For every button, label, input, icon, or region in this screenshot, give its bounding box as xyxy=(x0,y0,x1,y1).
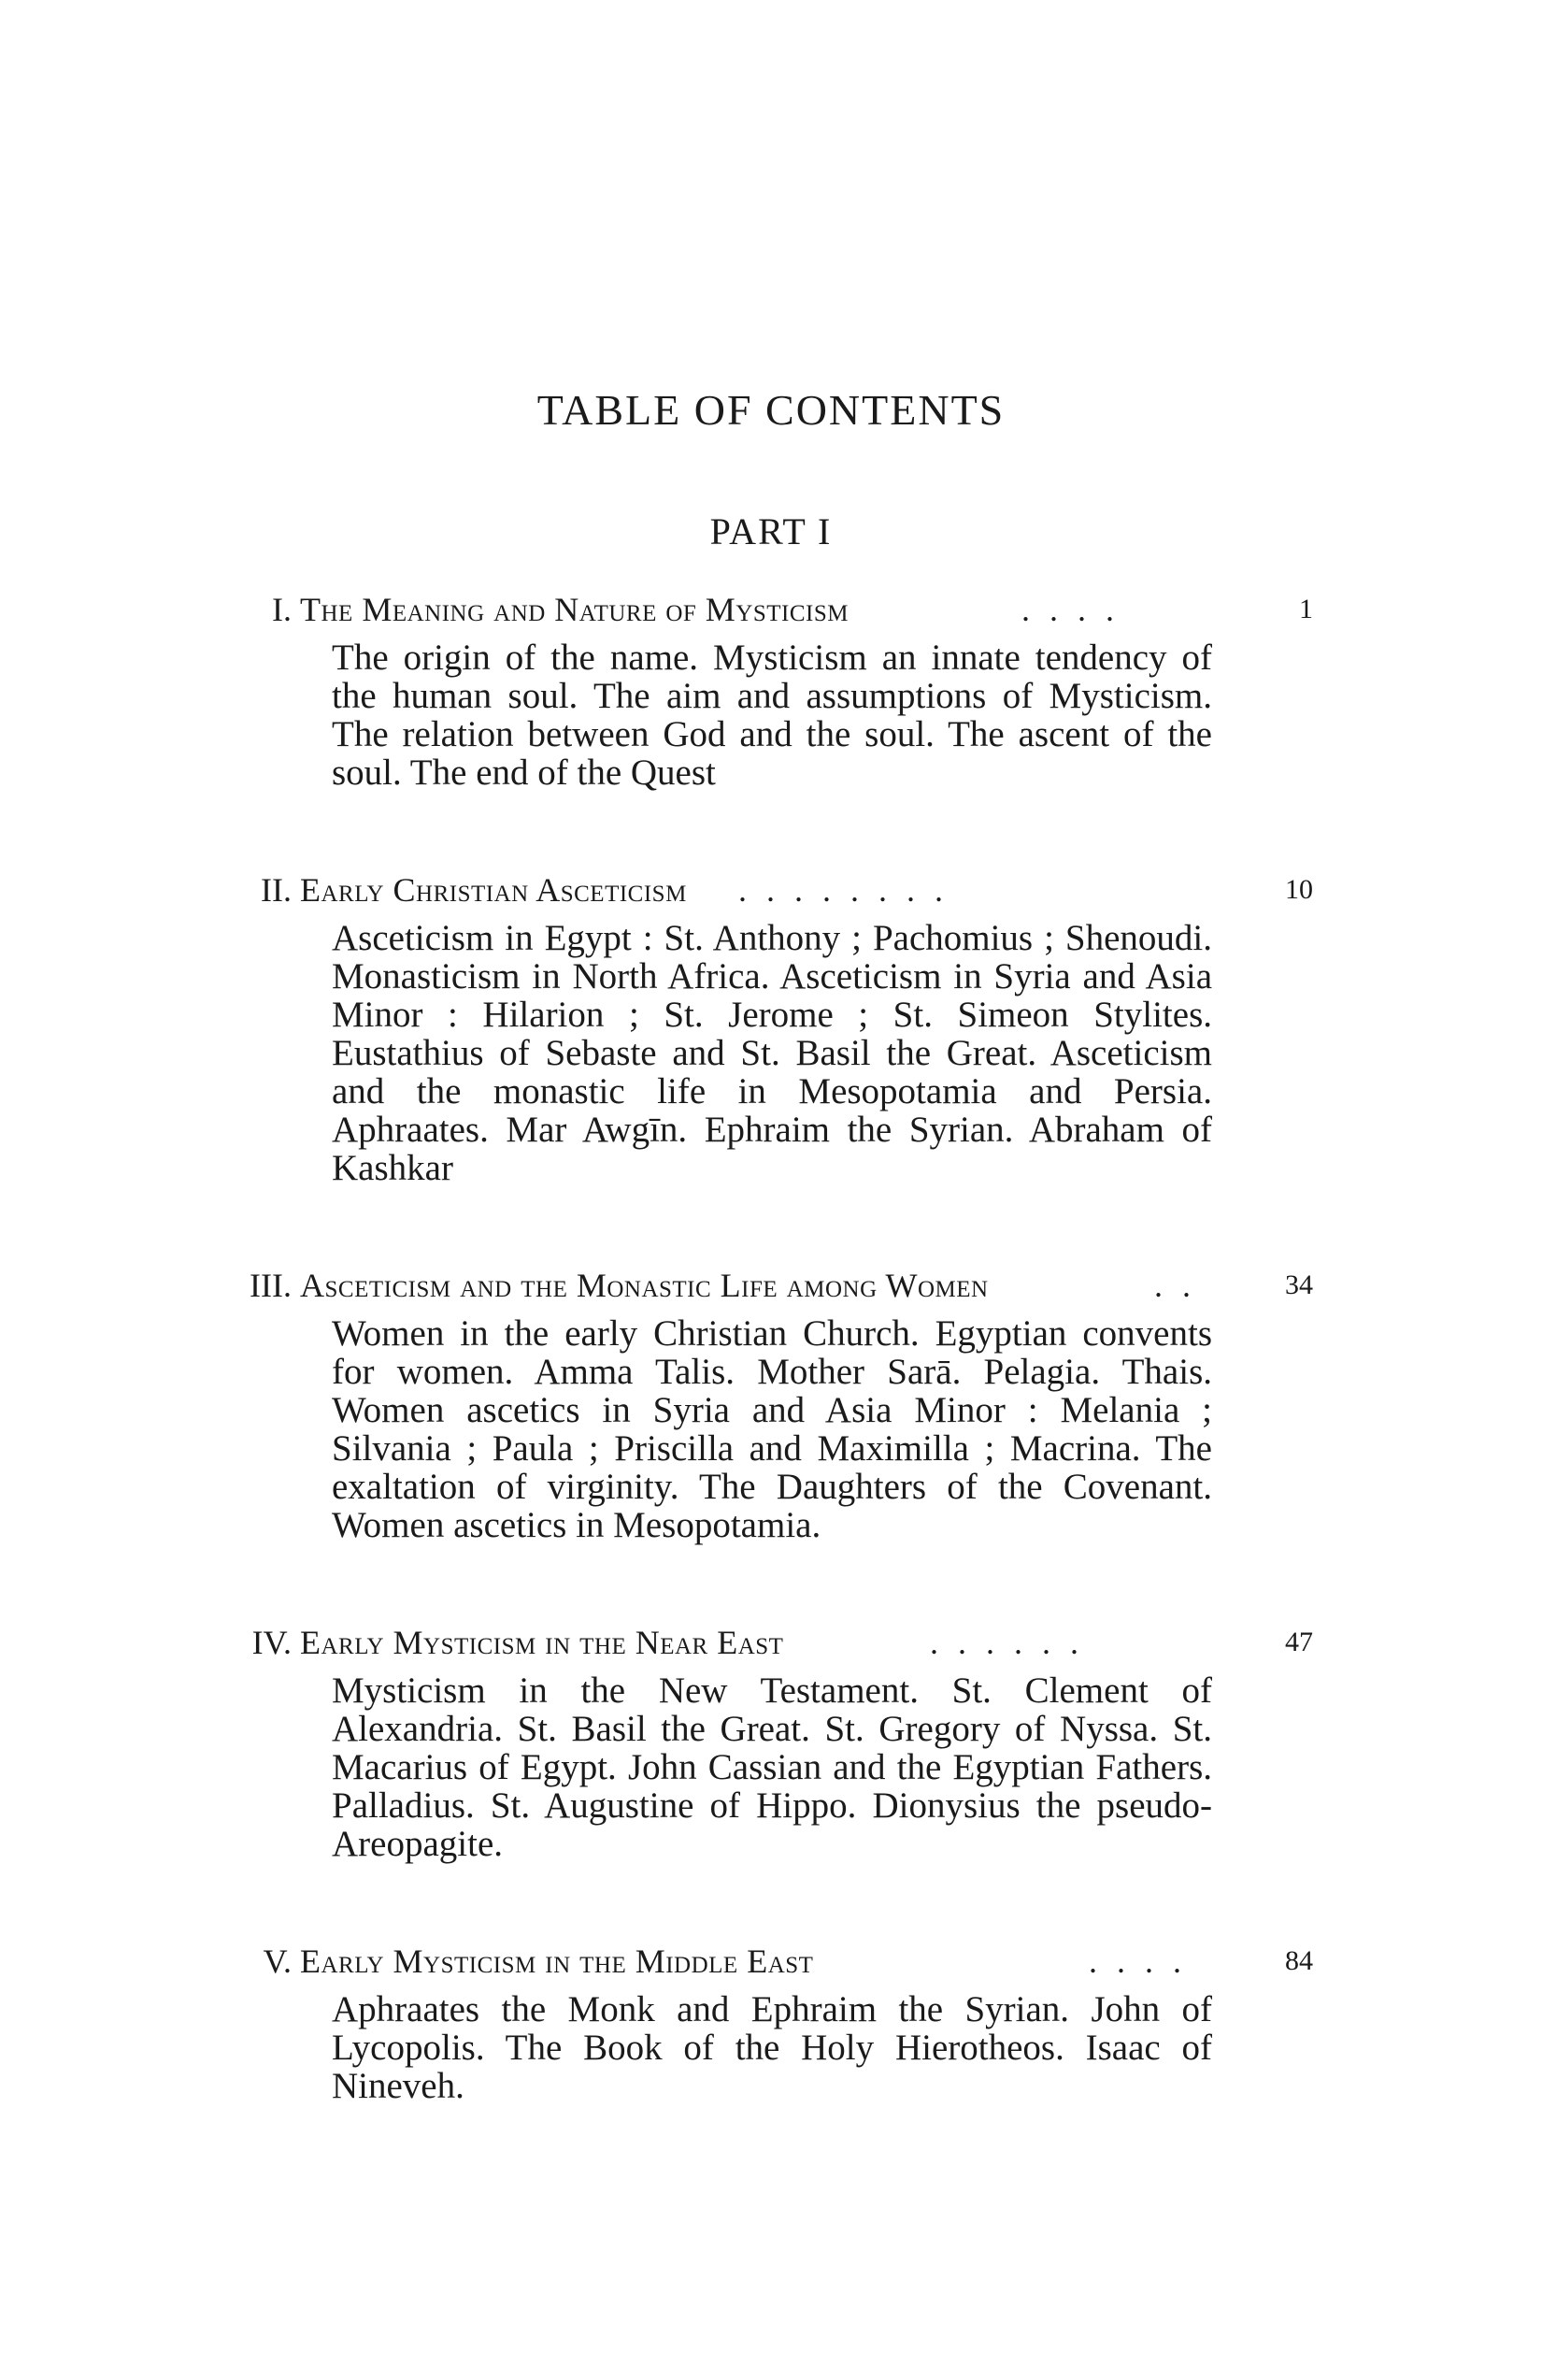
chapter-entry-4 xyxy=(210,1617,1313,1863)
dot-leader: . . . . xyxy=(1089,1943,1187,1980)
chapter-summary: Asceticism in Egypt : St. Anthony ; Pachomius ; Shenoudi. Monasticism in North Africa. Asceticism in Syria and Asia Minor : Hilarion ; St. Jerome ; St. Simeon Stylites. Eustathius of Sebaste and St. Basil the Great. Asceticism and the monastic life in Mesopotamia and Persia. Aphraates. Mar Awgīn. Ephraim the Syrian. Abraham of Kashkar xyxy=(332,918,1212,1188)
chapter-numeral: IV. xyxy=(251,1624,292,1661)
chapter-heading xyxy=(210,584,1313,635)
part-heading: PART I xyxy=(709,510,833,552)
chapter-page-number: 1 xyxy=(1299,594,1313,624)
chapter-numeral: II. xyxy=(261,871,292,909)
chapter-heading xyxy=(210,1617,1313,1668)
table-of-contents xyxy=(210,584,1313,2178)
chapter-summary: The origin of the name. Mysticism an innate tendency of the human soul. The aim and assumptions of Mysticism. The relation between God and the soul. The ascent of the soul. The end of the Quest xyxy=(332,638,1212,793)
dot-leader: . . xyxy=(1154,1267,1196,1304)
chapter-entry-3 xyxy=(210,1260,1313,1544)
chapter-summary: Mysticism in the New Testament. St. Clement of Alexandria. St. Basil the Great. St. Gregory of Nyssa. St. Macarius of Egypt. John Cassian and the Egyptian Fathers. Palladius. St. Augustine of Hippo. Dionysius the pseudo-Areopagite. xyxy=(332,1670,1212,1864)
chapter-title: Early Christian Asceticism xyxy=(300,871,687,909)
chapter-numeral: I. xyxy=(272,591,292,628)
page-title: TABLE OF CONTENTS xyxy=(536,386,1006,434)
chapter-numeral: V. xyxy=(263,1943,292,1980)
chapter-page-number: 10 xyxy=(1285,874,1313,905)
dot-leader: . . . . xyxy=(1021,591,1120,628)
chapter-entry-5 xyxy=(210,1936,1313,2105)
chapter-title: Early Mysticism in the Near East xyxy=(300,1624,784,1661)
chapter-title: The Meaning and Nature of Mysticism xyxy=(300,591,850,628)
dot-leader: . . . . . . . . xyxy=(738,871,949,909)
chapter-page-number: 34 xyxy=(1285,1269,1313,1300)
chapter-page-number: 84 xyxy=(1285,1945,1313,1976)
chapter-title: Asceticism and the Monastic Life among Women xyxy=(300,1267,989,1304)
chapter-summary: Aphraates the Monk and Ephraim the Syrian. John of Lycopolis. The Book of the Holy Hierotheos. Isaac of Nineveh. xyxy=(332,1989,1212,2106)
chapter-title: Early Mysticism in the Middle East xyxy=(300,1943,814,1980)
chapter-numeral: III. xyxy=(250,1267,292,1304)
chapter-entry-1 xyxy=(210,584,1313,792)
dot-leader: . . . . . . xyxy=(930,1624,1084,1661)
chapter-entry-2 xyxy=(210,865,1313,1187)
chapter-page-number: 47 xyxy=(1285,1627,1313,1657)
chapter-heading xyxy=(210,1936,1313,1986)
chapter-heading xyxy=(210,1260,1313,1311)
chapter-summary: Women in the early Christian Church. Egyptian convents for women. Amma Talis. Mother Sarā. Pelagia. Thais. Women ascetics in Syria and Asia Minor : Melania ; Silvania ; Paula ; Priscilla and Maximilla ; Macrina. The exaltation of virginity. The Daughters of the Covenant. Women ascetics in Mesopotamia. xyxy=(332,1313,1212,1545)
chapter-heading xyxy=(210,865,1313,915)
